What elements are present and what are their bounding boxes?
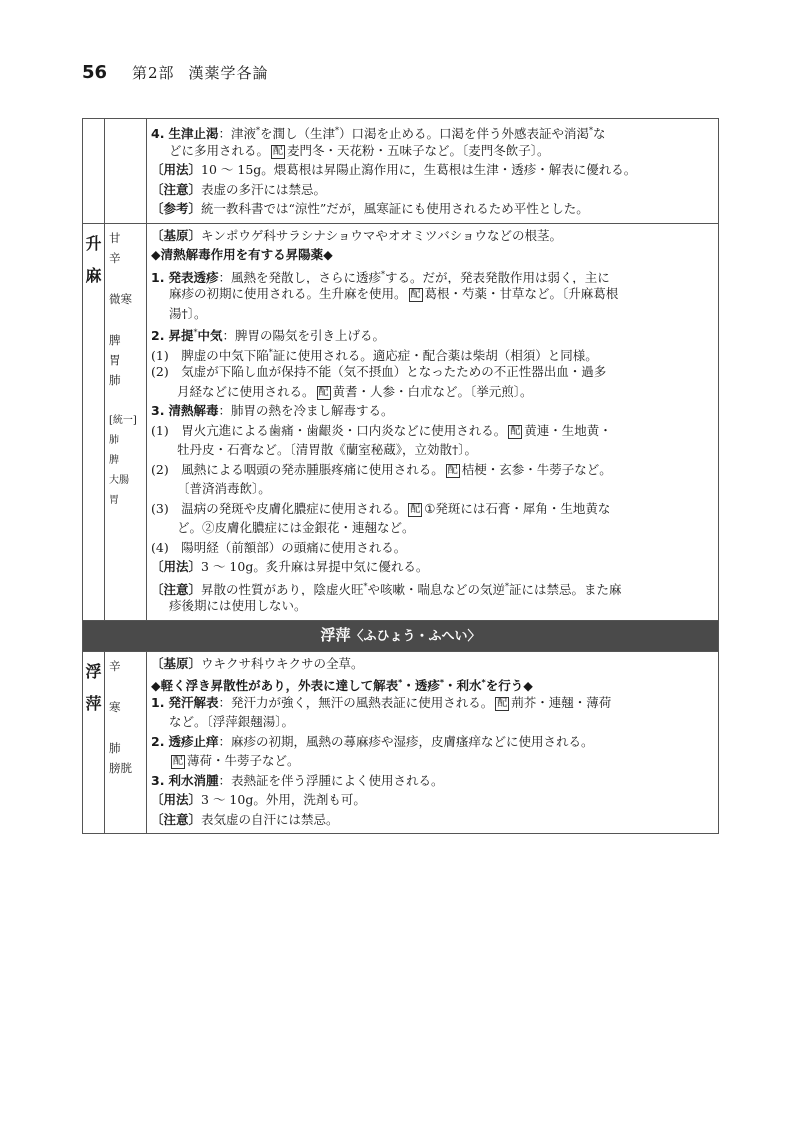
shouma-line: (1) 胃火亢進による歯痛・歯齦炎・口内炎などに使用される。 配 黄連・生地黄・ — [151, 422, 612, 438]
unified-meridian: 胃 — [109, 494, 119, 506]
taste: 甘 — [109, 230, 121, 245]
kakkon-line-1: 4. 生津止渇：津液*を潤し（生津*）口渇を止める。口渇を伴う外感表証や消渇*な — [151, 126, 606, 141]
fuhyo-line: 2. 透疹止痒：麻疹の初期，風熱の蕁麻疹や湿疹，皮膚瘙痒などに使用される。 — [151, 733, 594, 749]
unified-meridian: 肺 — [109, 434, 119, 446]
meridian: 肺 — [109, 372, 121, 387]
fuhyo-usage: 〔用法〕3 〜 10g。外用，洗剤も可。 — [151, 792, 366, 807]
fuhyo-line: など。〔浮萍銀翹湯〕。 — [169, 714, 295, 729]
combination-icon: 配 — [318, 386, 329, 398]
shouma-line: 〔普済消毒飲〕。 — [177, 481, 271, 496]
shouma-line: (4) 陽明経（前額部）の頭痛に使用される。 — [151, 539, 407, 555]
empty-props-cell — [105, 119, 147, 224]
shouma-origin: 〔基原〕キンポウゲ科サラシナショウマやオオミツバショウなどの根茎。 — [151, 227, 563, 243]
shouma-line: 1. 発表透疹：風熱を発散し，さらに透疹*する。だが，発表発散作用は弱く，主に — [151, 269, 610, 284]
combination-icon: 配 — [173, 756, 183, 767]
shouma-caution: 〔注意〕昇散の性質があり，陰虚火旺*や咳嗽・喘息などの気逆*証には禁忌。また麻 — [151, 581, 622, 596]
shouma-line: 2. 昇提*中気：脾胃の陽気を引き上げる。 — [151, 328, 385, 343]
unified-label: [統一] — [109, 414, 137, 426]
shouma-line: 疹後期には使用しない。 — [169, 598, 307, 613]
shouma-line: 牡丹皮・石膏など。〔清胃散《蘭室秘蔵》，立効散†〕。 — [177, 442, 478, 457]
combination-icon: 配 — [410, 503, 421, 515]
meridian: 胃 — [109, 352, 121, 367]
kakkon-continuation-row — [83, 119, 719, 224]
page-header — [82, 62, 269, 90]
meridian: 膀胱 — [109, 760, 132, 775]
unified-meridian: 大腸 — [109, 474, 129, 486]
shouma-content — [147, 223, 719, 620]
combination-icon: 配 — [447, 464, 458, 476]
empty-name-cell — [83, 119, 105, 224]
kakkon-reference: 〔参考〕統一教科書では“涼性”だが，風寒証にも使用されるため平性とした。 — [151, 201, 589, 216]
shouma-line: (3) 温病の発斑や皮膚化膿症に使用される。 配 ①発斑には石膏・犀角・生地黄な — [151, 500, 611, 516]
herb-table — [82, 118, 719, 834]
combination-icon: 配 — [273, 145, 284, 157]
fuhyo-line: 配 薄荷・牛蒡子など。 — [173, 753, 300, 768]
shouma-line: 3. 清熱解毒：肺胃の熱を冷まし解毒する。 — [151, 403, 394, 418]
section-title — [132, 62, 269, 83]
fuhyo-origin: 〔基原〕ウキクサ科ウキクサの全草。 — [151, 655, 364, 671]
part-label: 第2部 — [132, 64, 175, 82]
unified-meridian: 脾 — [109, 454, 119, 466]
taste: 辛 — [109, 250, 121, 265]
shouma-line: (2) 気虚が下陥し血が保持不能（気不摂血）となったための不正性器出血・過多 — [151, 364, 607, 379]
fuhyo-properties — [105, 651, 147, 834]
shouma-row — [83, 223, 719, 620]
kakkon-line-2: どに多用される。 配 麦門冬・天花粉・五味子など。〔麦門冬飲子〕。 — [169, 142, 550, 158]
fuhyo-title: 浮萍 — [320, 625, 351, 644]
shouma-name: 升 麻 — [83, 223, 105, 620]
shouma-usage: 〔用法〕3 〜 10g。炙升麻は昇提中気に優れる。 — [151, 559, 429, 574]
kakkon-caution: 〔注意〕表虚の多汗には禁忌。 — [151, 181, 327, 197]
fuhyo-reading: 〈ふひょう・ふへい〉 — [350, 628, 481, 644]
shouma-line: (1) 脾虚の中気下陥*証に使用される。適応症・配合薬は柴胡（相須）と同様。 — [151, 347, 598, 362]
combination-icon: 配 — [497, 697, 508, 709]
taste: 辛 — [109, 658, 121, 673]
fuhyo-content — [147, 651, 719, 834]
shouma-line: 湯†〕。 — [169, 305, 207, 321]
fuhyo-name: 浮 萍 — [83, 651, 105, 834]
fuhyo-caution: 〔注意〕表気虚の自汗には禁忌。 — [151, 811, 339, 827]
kakkon-usage: 〔用法〕10 〜 15g。煨葛根は昇陽止瀉作用に，生葛根は生津・透疹・解表に優れる。 — [151, 162, 637, 177]
shouma-line: 月経などに使用される。 配 黄耆・人参・白朮など。〔挙元煎〕。 — [177, 383, 533, 399]
fuhyo-row — [83, 651, 719, 834]
page-number: 56 — [82, 62, 108, 83]
fuhyo-category: ◆軽く浮き昇散性があり，外表に達して解表*・透疹*・利水*を行う◆ — [151, 678, 533, 693]
shouma-properties — [105, 223, 147, 620]
shouma-line: 麻疹の初期に使用される。生升麻を使用。 配 葛根・芍薬・甘草など。〔升麻葛根 — [169, 286, 619, 301]
shouma-line: ど。②皮膚化膿症には金銀花・連翹など。 — [177, 520, 415, 535]
part-title: 漢薬学各論 — [188, 64, 269, 82]
fuhyo-line: 3. 利水消腫：表熱証を伴う浮腫によく使用される。 — [151, 772, 444, 788]
fuhyo-line: 1. 発汗解表：発汗力が強く，無汗の風熱表証に使用される。 配 荊芥・連翹・薄荷 — [151, 694, 612, 710]
shouma-line: (2) 風熱による咽頭の発赤腫脹疼痛に使用される。 配 桔梗・玄参・牛蒡子など。 — [151, 461, 612, 477]
kakkon-content — [147, 119, 719, 224]
combination-icon: 配 — [410, 289, 421, 300]
meridian: 肺 — [109, 740, 121, 755]
nature: 寒 — [109, 699, 121, 714]
shouma-category: ◆清熱解毒作用を有する昇陽薬◆ — [151, 247, 333, 262]
combination-icon: 配 — [510, 425, 521, 437]
meridian: 脾 — [109, 332, 121, 347]
nature: 微寒 — [109, 291, 132, 306]
fuhyo-heading-band — [83, 620, 719, 651]
